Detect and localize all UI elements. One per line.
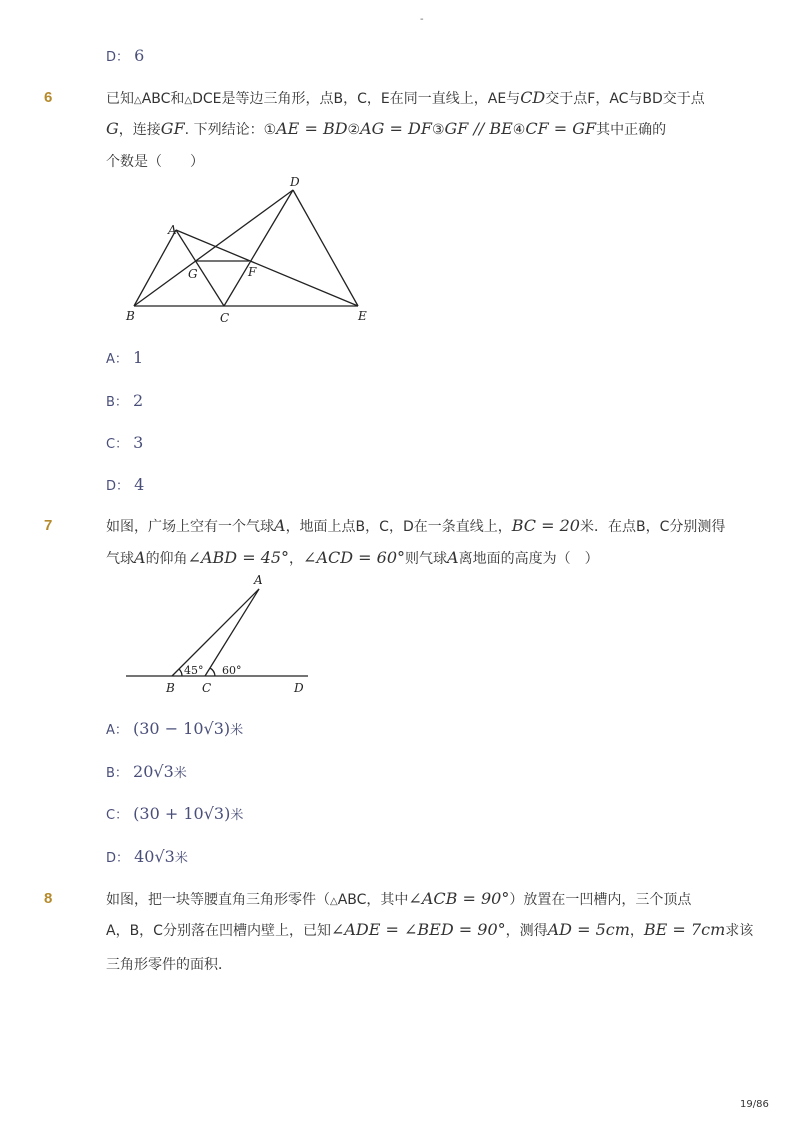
conclusion-3: GF // BE xyxy=(444,119,513,138)
q8-line-3: 三角形零件的面积． xyxy=(106,957,232,973)
label-g: G xyxy=(188,267,198,281)
text: 的仰角 xyxy=(145,551,188,567)
q6-option-a[interactable] xyxy=(106,348,143,367)
question-number-6: 6 xyxy=(44,89,53,106)
math-a: A xyxy=(134,548,146,567)
option-label: A： xyxy=(106,352,128,367)
conclusion-number: ③ xyxy=(431,122,445,138)
label-f: F xyxy=(248,265,257,279)
math-gf: GF xyxy=(160,119,185,138)
q6-line-3: 个数是（ ） xyxy=(106,154,204,170)
q7-option-c[interactable] xyxy=(106,804,243,823)
label-b: B xyxy=(126,309,135,323)
option-unit: 米 xyxy=(174,851,188,866)
label-d: D xyxy=(290,175,300,189)
q6-line-1 xyxy=(106,90,705,109)
label-e: E xyxy=(358,309,367,323)
math-a: A xyxy=(274,516,286,535)
option-label: D： xyxy=(106,50,130,65)
math-bc: BC = 20 xyxy=(511,516,580,535)
conclusion-1: AE = BD xyxy=(276,119,348,138)
q6-line-2 xyxy=(106,121,666,138)
text: 如图，把一块等腰直角三角形零件（ xyxy=(106,892,330,908)
q7-figure xyxy=(120,570,320,700)
text: 求该 xyxy=(725,923,754,939)
label-b: B xyxy=(166,681,175,695)
conclusion-2: AG = DF xyxy=(360,119,432,138)
unit: 米 xyxy=(579,519,594,535)
option-label: B： xyxy=(106,395,128,410)
label-a: A xyxy=(168,223,177,237)
option-unit: 米 xyxy=(173,766,187,781)
math-angle-abd: ∠ABD = 45° xyxy=(187,548,290,567)
text: ．在点B，C分别测得 xyxy=(593,519,726,535)
option-label: D： xyxy=(106,851,130,866)
conclusion-number: ② xyxy=(347,122,361,138)
text: 则气球 xyxy=(405,551,448,567)
option-label: C： xyxy=(106,437,129,452)
option-label: A： xyxy=(106,723,128,738)
math-angle-acb: ∠ACB = 90° xyxy=(408,889,510,908)
label-angle-45: 45° xyxy=(184,664,204,677)
text: DCE是等边三角形，点B，C，E在同一直线上，AE与 xyxy=(192,91,521,107)
option-label: B： xyxy=(106,766,128,781)
option-value: 40√3 xyxy=(134,847,175,866)
q7-line-2: 气球A的仰角∠ABD = 45°，∠ACD = 60°则气球A离地面的高度为（ ） xyxy=(106,548,599,567)
q8-line-1 xyxy=(106,891,691,910)
label-c: C xyxy=(202,681,212,695)
label-angle-60: 60° xyxy=(222,664,242,677)
text: 如图，广场上空有一个气球 xyxy=(106,519,274,535)
conclusion-number: ④ xyxy=(512,122,526,138)
page-number: 19/86 xyxy=(740,1099,769,1110)
q7-option-b[interactable] xyxy=(106,762,187,781)
text: A，B，C分别落在凹槽内壁上，已知 xyxy=(106,923,331,939)
q6-option-b[interactable] xyxy=(106,391,143,410)
text: ，地面上点B，C，D在一条直线上， xyxy=(285,519,512,535)
option-unit: 米 xyxy=(230,808,244,823)
option-label: D： xyxy=(106,479,130,494)
triangle-symbol: △ xyxy=(330,896,338,907)
math-g: G xyxy=(106,119,119,138)
text: 离地面的高度为（ ） xyxy=(458,551,599,567)
label-c: C xyxy=(220,311,230,325)
text: ，测得 xyxy=(505,923,548,939)
text: 气球 xyxy=(106,551,134,567)
math-cd: CD xyxy=(520,88,546,107)
text: ABC和 xyxy=(141,91,185,107)
math-ad: AD = 5cm xyxy=(547,920,630,939)
option-value: 6 xyxy=(134,46,145,65)
q7-option-a[interactable] xyxy=(106,719,243,738)
text: . 下列结论：① xyxy=(184,122,277,138)
text: ，连接 xyxy=(118,122,161,138)
math-be: BE = 7cm xyxy=(643,920,726,939)
header-mark: - xyxy=(420,14,424,25)
q6-option-d[interactable] xyxy=(106,475,144,494)
triangle-symbol: △ xyxy=(184,95,193,106)
conclusion-4: CF = GF xyxy=(525,119,597,138)
label-a: A xyxy=(254,573,263,587)
q7-line-1 xyxy=(106,518,725,535)
option-value: 2 xyxy=(133,391,144,410)
q7-option-d[interactable] xyxy=(106,847,188,866)
option-value: 3 xyxy=(133,433,144,452)
option-unit: 米 xyxy=(230,723,244,738)
q8-line-2: A，B，C分别落在凹槽内壁上，已知∠ADE = ∠BED = 90°，测得AD = 5cm，BE = 7cm求该 xyxy=(106,920,754,939)
label-d: D xyxy=(294,681,304,695)
prev-option-d[interactable] xyxy=(106,46,144,65)
math-angles: ∠ADE = ∠BED = 90° xyxy=(330,920,506,939)
math-angle-acd: ∠ACD = 60° xyxy=(303,548,406,567)
option-value: 1 xyxy=(133,348,144,367)
q6-option-c[interactable] xyxy=(106,433,143,452)
option-value: (30 + 10√3) xyxy=(133,804,231,823)
q6-figure xyxy=(120,172,390,328)
question-number-7: 7 xyxy=(44,517,53,534)
option-value: 20√3 xyxy=(133,762,174,781)
question-number-8: 8 xyxy=(44,890,53,907)
triangle-symbol: △ xyxy=(134,95,142,106)
option-label: C： xyxy=(106,808,129,823)
text: ）放置在一凹槽内，三个顶点 xyxy=(509,892,692,908)
option-value: 4 xyxy=(134,475,145,494)
math-a: A xyxy=(447,548,459,567)
text: 已知 xyxy=(106,91,134,107)
text: 交于点F，AC与BD交于点 xyxy=(545,91,705,107)
text: 其中正确的 xyxy=(596,122,667,138)
option-value: (30 − 10√3) xyxy=(133,719,231,738)
text: ABC，其中 xyxy=(337,892,409,908)
